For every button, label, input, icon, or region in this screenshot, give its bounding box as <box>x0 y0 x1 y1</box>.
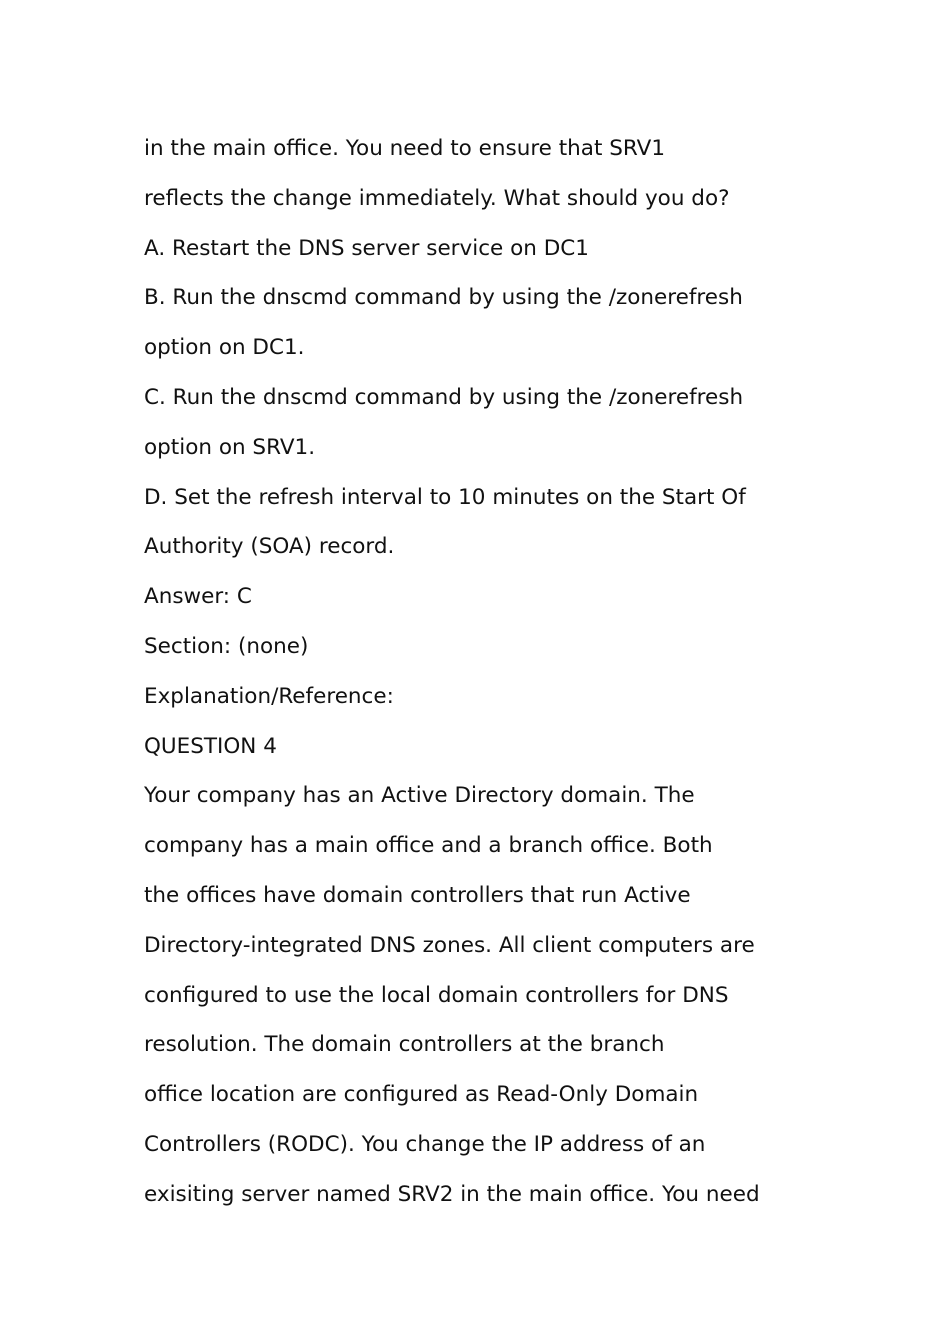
answer-option-c: C. Run the dnscmd command by using the /zonerefresh <box>144 384 744 410</box>
answer-option-d: D. Set the refresh interval to 10 minutes on the Start Of <box>144 484 746 510</box>
answer-option-c-continued: option on SRV1. <box>144 434 316 460</box>
question-text-line: exisiting server named SRV2 in the main office. You need <box>144 1181 760 1207</box>
answer-option-b-continued: option on DC1. <box>144 335 305 361</box>
question-text-line: the offices have domain controllers that run Active <box>144 882 691 908</box>
question-text-line: office location are configured as Read-Only Domain <box>144 1082 699 1108</box>
question-heading: QUESTION 4 <box>144 733 277 759</box>
section-line: Section: (none) <box>144 633 309 659</box>
text-line: in the main office. You need to ensure that SRV1 <box>144 136 666 161</box>
question-text-line: Controllers (RODC). You change the IP address of an <box>144 1131 706 1157</box>
question-text-line: resolution. The domain controllers at the branch <box>144 1032 665 1058</box>
question-text-line: Your company has an Active Directory domain. The <box>144 783 695 809</box>
question-text-line: configured to use the local domain controllers for DNS <box>144 982 729 1008</box>
document-body <box>144 124 844 1220</box>
answer-option-b: B. Run the dnscmd command by using the /zonerefresh <box>144 285 743 311</box>
question-text-line: company has a main office and a branch office. Both <box>144 833 713 859</box>
answer-option-d-continued: Authority (SOA) record. <box>144 534 395 560</box>
answer-line: Answer: C <box>144 584 252 610</box>
explanation-label: Explanation/Reference: <box>144 683 394 709</box>
answer-option-a: A. Restart the DNS server service on DC1 <box>144 235 589 261</box>
question-text-line: Directory-integrated DNS zones. All client computers are <box>144 932 755 958</box>
text-line: reflects the change immediately. What should you do? <box>144 185 730 211</box>
